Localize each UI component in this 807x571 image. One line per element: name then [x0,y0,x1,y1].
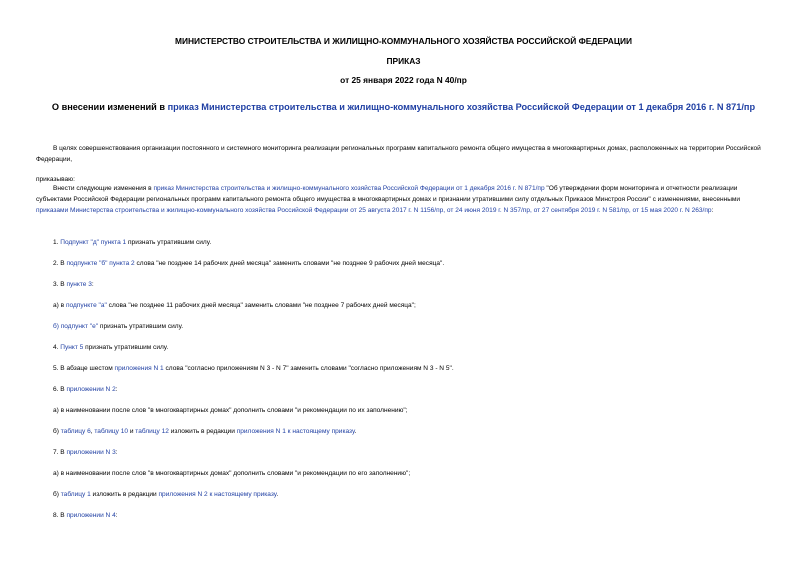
item-1-pre: 1. [53,239,61,246]
orders-word: приказываю: [36,176,75,183]
item-7b-link-appendix2[interactable]: приложения N 2 к настоящему приказу [158,491,277,498]
doc-type-heading: ПРИКАЗ [386,56,421,66]
item-8-post: : [115,512,118,519]
item-4-link[interactable]: Пункт 5 [60,344,84,351]
item-3a-link[interactable]: подпункте "а" [65,302,107,309]
item-6b-sep3: изложить в редакции [168,428,237,435]
ministry-heading: МИНИСТЕРСТВО СТРОИТЕЛЬСТВА И ЖИЛИЩНО-КОММУНАЛЬНОГО ХОЗЯЙСТВА РОССИЙСКОЙ ФЕДЕРАЦИИ [175,36,632,46]
item-6b [53,427,356,436]
item-3b-post: признать утратившим силу. [98,323,184,330]
item-3a [53,301,416,310]
item-4-pre: 4. [53,344,61,351]
item-8-pre: 8. В [53,512,67,519]
item-4 [53,343,168,352]
item-7 [53,448,118,457]
item-5-link[interactable]: приложения N 1 [114,365,164,372]
item-7b-post: . [276,491,279,498]
item-6b-link-table12[interactable]: таблицу 12 [135,428,169,435]
item-1 [53,238,211,247]
item-5-pre: 5. В абзаце шестом [53,365,115,372]
item-3b-link[interactable]: б) подпункт "е" [53,323,99,330]
item-6b-sep2: и [128,428,136,435]
intro-order-link[interactable]: приказ Министерства строительства и жилищно-коммунального хозяйства Российской Федерации от 1 декабря 2016 г. N 871/пр [153,185,545,192]
preamble-paragraph: В целях совершенствования организации постоянного и системного мониторинга реализации региональных программ капитального ремонта общего имущества в многоквартирных домах, расположенных на территории Российской Федерации, [36,145,761,163]
item-7-post: : [115,449,118,456]
item-5 [53,364,454,373]
item-6b-link-table6[interactable]: таблицу 6 [60,428,91,435]
intro-text-1: Внести следующие изменения в [53,185,154,192]
item-7b-pre: б) [53,491,61,498]
item-2-pre: 2. В [53,260,67,267]
item-3-link[interactable]: пункте 3 [66,281,92,288]
item-2-link[interactable]: подпункте "б" пункта 2 [66,260,135,267]
item-6b-pre: б) [53,428,61,435]
document-title [0,102,807,113]
item-3-post: : [91,281,94,288]
item-5-post: слова "согласно приложениям N 3 - N 7" заменить словами "согласно приложениям N 3 - N 5". [163,365,454,372]
item-3b [53,322,183,331]
item-6a: а) в наименовании после слов "в многоквартирных домах" дополнить словами "и рекомендации по их заполнению"; [53,407,408,414]
item-8 [53,511,118,520]
item-7a: а) в наименовании после слов "в многоквартирных домах" дополнить словами "и рекомендации по его заполнению"; [53,470,411,477]
item-6-pre: 6. В [53,386,67,393]
item-3-pre: 3. В [53,281,67,288]
item-6b-link-appendix1[interactable]: приложения N 1 к настоящему приказу [236,428,355,435]
item-3a-post: слова "не позднее 11 рабочих дней месяца" заменить словами "не позднее 7 рабочих дней месяца"; [106,302,416,309]
item-7b-sep1: изложить в редакции [90,491,159,498]
item-6b-post: . [354,428,357,435]
item-7b-link-table1[interactable]: таблицу 1 [60,491,91,498]
item-7b [53,490,278,499]
title-text: О внесении изменений в [51,102,168,112]
item-6 [53,385,118,394]
item-1-post: признать утратившим силу. [126,239,212,246]
item-6-post: : [115,386,118,393]
intro-paragraph [36,184,772,216]
date-number-heading: от 25 января 2022 года N 40/пр [340,75,467,85]
item-7-link[interactable]: приложении N 3 [66,449,116,456]
item-7-pre: 7. В [53,449,67,456]
item-6-link[interactable]: приложении N 2 [66,386,116,393]
item-8-link[interactable]: приложении N 4 [66,512,116,519]
item-6b-sep1: , [90,428,95,435]
title-order-link[interactable]: приказ Министерства строительства и жилищно-коммунального хозяйства Российской Федерации от 1 декабря 2016 г. N 871/пр [167,102,756,112]
item-3 [53,280,94,289]
item-1-link[interactable]: Подпункт "д" пункта 1 [60,239,127,246]
item-6b-link-table10[interactable]: таблицу 10 [94,428,128,435]
intro-amendments-link[interactable]: приказами Министерства строительства и жилищно-коммунального хозяйства Российской Федерации от 25 августа 2017 г. N 1156/пр, от 24 июня 2019 г. N 357/пр, от 27 сентября 2019 г. N 581/пр, от 15 мая 2020 г. N 263/пр [36,206,712,214]
item-2-post: слова "не позднее 14 рабочих дней месяца" заменить словами "не позднее 9 рабочих дней месяца". [134,260,445,267]
item-4-post: признать утратившим силу. [83,344,169,351]
intro-text-2: "Об утверждении форм мониторинга и отчетности реализации субъектами Российской Федерации региональных программ капитального ремонта общего имущества в многоквартирных домах и признании утратившими силу отдельных Приказов Минстроя России" с изменениями, внесенными [36,185,741,203]
intro-text-3: : [711,206,714,214]
item-3a-pre: а) в [53,302,66,309]
item-2 [53,259,444,268]
